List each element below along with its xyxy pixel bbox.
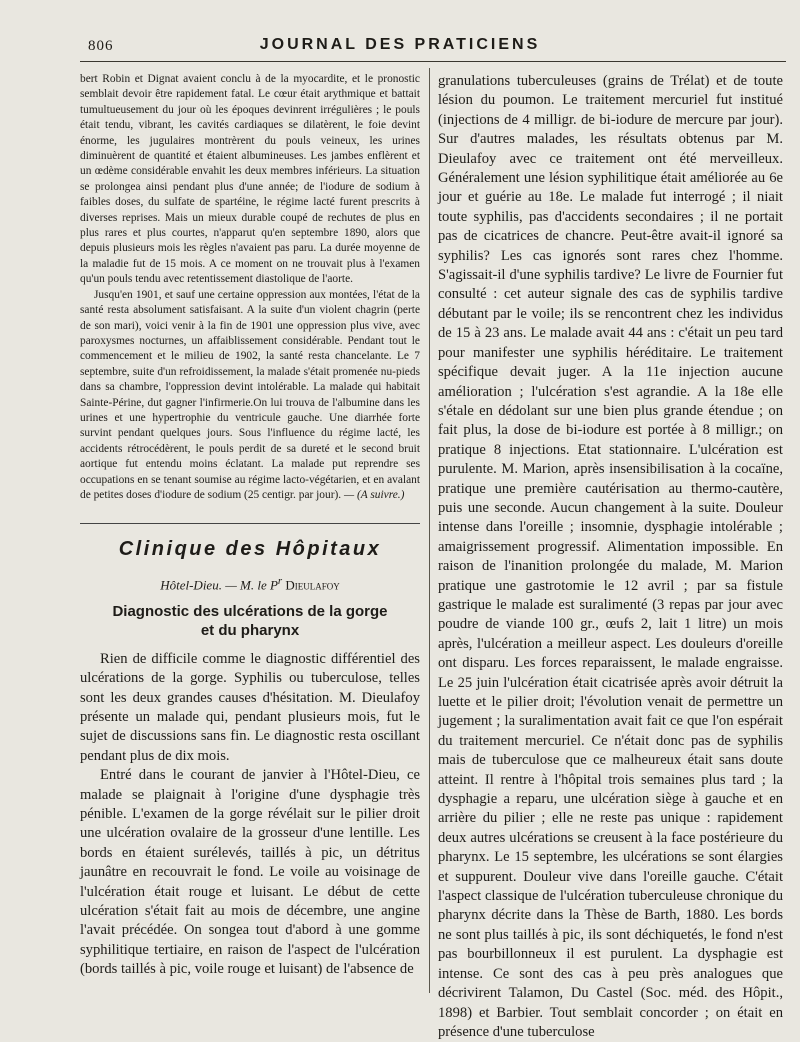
paragraph: Entré dans le courant de janvier à l'Hôtel-Dieu, ce malade se plaignait à l'origine d'une dysphagie très pénible. L'examen de la gorge révélait sur le pilier droit une ulcération ovalaire de la grosseur d'une lentille. Les bords en étaient surélevés, taillés à pic, un détritus jaunâtre en recouvrait le fond. Le voile au voisinage de l'ulcération était rouge et luisant. Le début de cette ulcération s'était fait au mois de décembre, une angine l'avait précédée. On songea tout d'abord à une gomme syphilitique tertiaire, en raison de l'aspect de l'ulcération (bords taillés à pic, voile rouge et luisant) de l'absence de xyxy=(80,767,420,978)
continued-article xyxy=(80,72,420,503)
to-be-continued: — (A suivre.) xyxy=(344,488,405,501)
journal-title: JOURNAL DES PRATICIENS xyxy=(259,36,541,53)
page-number: 806 xyxy=(88,38,114,54)
article-title-line: Diagnostic des ulcérations de la gorge xyxy=(112,602,388,620)
header-rule xyxy=(80,61,786,62)
byline-author: Dieulafoy xyxy=(285,577,340,593)
column-divider xyxy=(429,68,430,993)
byline-sup: r xyxy=(277,575,283,588)
byline xyxy=(80,575,420,593)
byline-place: Hôtel-Dieu. xyxy=(160,577,222,593)
left-column xyxy=(80,72,420,980)
section-title: Clinique des Hôpitaux xyxy=(118,538,382,561)
paragraph-text: Jusqu'en 1901, et sauf une certaine oppression aux montées, l'état de la santé resta absolument satisfaisant. A la suite d'un violent chagrin (perte de son mari), voici venir à la fin de 1901 une oppression plus vive, avec paroxysmes nocturnes, un affaiblissement considérable. Pendant tout le commencement et le milieu de 1902, la santé resta chancelante. Le 7 septembre, suite d'un refroidissement, la malade s'était promenée nu-pieds dans sa chambre, l'oppression devint intolérable. La malade qui habitait Sainte-Périne, dut gagner l'infirmerie.On lui trouva de l'albumine dans les urines et une hypertrophie du ventricule gauche. Une diarrhée forte survint pendant quelques jours. Sous l'influence du régime lacté, les accidents rétrocédèrent, le pouls perdit de sa dureté et le second bruit aortique fut entendu moins éclatant. La malade put reprendre ses occupations en se tenant soumise au régime lacto-végétarien, et en avalant de petites doses d'iodure de sodium (25 centigr. par jour). xyxy=(80,288,420,501)
article-title-line: et du pharynx xyxy=(200,621,300,639)
paragraph: granulations tuberculeuses (grains de Trélat) et de toute lésion du poumon. Le traitement mercuriel fut institué (injections de 4 milligr. de bi-iodure de mercure par jour). Sur d'autres malades, les résultats obtenus par M. Dieulafoy avec ce traitement ont été merveilleux. Généralement une lésion syphilitique était améliorée au 6e jour et guérie au 18e. Le malade fut interrogé ; il niait toute syphilis, pas d'accidents secondaires ; il ne portait pas de cicatrices de chancre. Peut-être avait-il ignoré sa syphilis? Les cas ignorés sont rares chez l'homme. S'agissait-il d'une syphilis tardive? Le livre de Fournier fut consulté : cet auteur signale des cas de syphilis tardive débutant par le voile; ils se rencontrent chez les individus de 15 à 23 ans. Le malade avait 44 ans : c'était un peu tard pour manifester une syphilis héréditaire. Le traitement spécifique devait juger. A la 11e injection aucune amélioration ; l'ulcération s'est agrandie. A la 18e elle s'étale en dédolant sur une bien plus grande étendue ; on fait plus, la dose de bi-iodure est portée à 8 milligr.; on pratique 8 injections. Etat stationnaire. L'ulcération est purulente. M. Marion, après insensibilisation à la cocaïne, pratique une première cautérisation au thermo-cautère, puis une seconde. Aucun changement à la suite. Douleur intense dans l'oreille ; insomnie, dysphagie intolérable ; amaigrissement progressif. Alimentation impossible. En raison de l'inanition prolongée du malade, M. Marion pratique une gastrotomie le 12 avril ; par sa fistule gastrique le malade est suralimenté (3 repas par jour avec poudre de viande 100 gr., œufs 2, lait 1 litre) un mois après, l'ulcération a meilleur aspect. Les douleurs d'oreille ont disparu. Les forces reparaissent, le malade engraisse. Le 25 juin l'ulcération était cicatrisée après avoir détruit la luette et le pilier droit; l'évolution venait de permettre un jugement ; la suralimentation avait fait ce que l'on espérait du traitement mercuriel. Ce n'était donc pas de syphilis mais de tuberculose que ce malheureux était sans doute atteint. Il rentre à l'hôpital trois semaines plus tard ; la dysphagie a reparu, une ulcération siège à gauche et en arrière du pilier ; elle ne reste pas unique : rapidement deux autres ulcérations se creusent à la face postérieure du pharynx. Le 15 septembre, les ulcérations se sont élargies et suppurent. Douleur vive dans l'oreille gauche. C'était l'aspect classique de l'ulcération tuberculeuse chronique du pharynx décrite dans la Thèse de Barth, 1880. Les bords ne sont plus taillés à pic, ils sont déchiquetés, le fond n'est pas bourbillonneux il est purulent. La dysphagie est intense. Ce sont des cas à peu près analogues que décrivirent Talamon, Du Castel (Soc. méd. des Hôpit., 1898) et Barbier. Tout semblait concorder ; on était en présence d'une tuberculose xyxy=(438,73,783,1040)
paragraph: bert Robin et Dignat avaient conclu à de la myocardite, et le pronostic semblait devoir être rapidement fatal. Le cœur était arythmique et battait tumultueusement du jour où les époques devinrent irrégulières ; le pouls était tendu, vibrant, les cavités cardiaques se dilatèrent, le foie devint énorme, les jugulaires montrèrent du pouls veineux, les urines diminuèrent de quantité et étaient albumineuses. Les jambes enflèrent et un œdème considérable envahit les deux membres inférieurs. La situation se prolongea ainsi pendant plus d'une année; de l'iodure de sodium à faibles doses, du sulfate de spartéine, le régime lacté furent prescrits à diverses reprises. Mais un mieux durable coupé de rechutes de plus en plus rares et plus courtes, n'apparut qu'en septembre 1890, alors que depuis plusieurs mois les règles n'avaient pas paru. La durée moyenne de la maladie fut de 15 mois. A ce moment on ne trouvait plus à l'examen qu'un pouls tendu avec retentissement diastolique de l'aorte. xyxy=(80,73,420,286)
paragraph xyxy=(80,288,420,504)
section-rule xyxy=(80,523,420,524)
right-column xyxy=(438,72,783,1042)
article-body xyxy=(80,650,420,980)
article-title xyxy=(80,602,420,640)
paragraph: Rien de difficile comme le diagnostic différentiel des ulcérations de la gorge. Syphilis ou tuberculose, telles sont les deux grandes causes d'hésitation. M. Dieulafoy présente un malade qui, pendant plusieurs mois, fut le sujet de discussions sans fin. Le diagnostic resta oscillant pendant plus de dix mois. xyxy=(80,650,420,764)
byline-prefix: — M. le P xyxy=(221,577,278,593)
